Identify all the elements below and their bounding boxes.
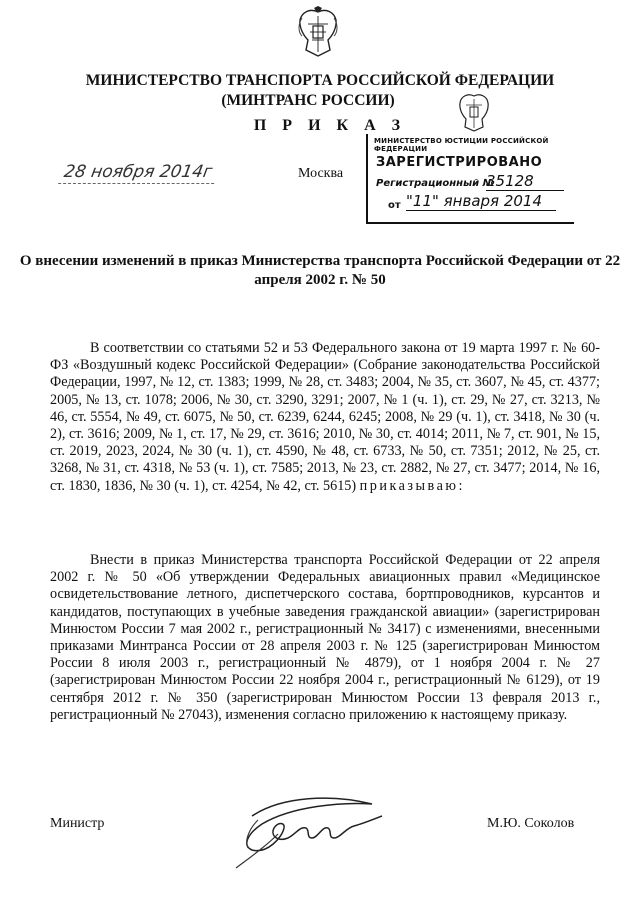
registration-stamp bbox=[366, 92, 576, 224]
stamp-date-prefix: от bbox=[388, 200, 401, 211]
order-word: приказываю: bbox=[359, 477, 465, 494]
signatory-name: М.Ю. Соколов bbox=[487, 816, 575, 831]
coat-of-arms-emblem bbox=[296, 6, 340, 58]
handwritten-date: 28 ноября 2014г bbox=[58, 162, 218, 184]
amendment-paragraph: Внести в приказ Министерства транспорта Российской Федерации от 22 апреля 2002 г. № 50 «Об утверждении Федеральных авиационных правил «Медицинское освидетельствование летного, диспетчерского состава, бортпроводников, курсантов и кандидатов, поступающих в учебные заведения гражданской авиации» (зарегистрирован Минюстом России 7 мая 2002 г., регистрационный № 3417) с изменениями, внесенными приказами Минтранса России от 28 апреля 2003 г. № 125 (зарегистрирован Минюстом России 8 июля 2003 г., регистрационный № 4879), от 1 ноября 2004 г. № 27 (зарегистрирован Минюстом России 22 ноября 2004 г., регистрационный № 6129), от 19 сентября 2012 г. № 350 (зарегистрирован Минюстом России 13 февраля 2013 г., регистрационный № 27043), изменения согласно приложению к настоящему приказу. bbox=[50, 552, 600, 723]
city-label: Москва bbox=[298, 166, 344, 181]
order-title: О внесении изменений в приказ Министерства транспорта Российской Федерации от 22 апреля 2002 г. № 50 bbox=[19, 253, 621, 288]
preamble-text: В соответствии со статьями 52 и 53 Федерального закона от 19 марта 1997 г. № 60-ФЗ «Воздушный кодекс Российской Федерации» (Собрание законодательства Российской Федерации, 1997, № 12, ст. 1383; 1999, № 28, ст. 3483; 2004, № 35, ст. 3607, № 45, ст. 4377; 2005, № 13, ст. 1078; 2006, № 30, ст. 3290, 3291; 2007, № 1 (ч. 1), ст. 29, № 27, ст. 3213, № 46, ст. 5554, № 49, ст. 6075, № 50, ст. 6239, 6244, 6245; 2008, № 29 (ч. 1), ст. 3418, № 30 (ч. 2), ст. 3616; 2009, № 1, ст. 17, № 29, ст. 3616; 2010, № 30, ст. 4014; 2011, № 7, ст. 901, № 15, ст. 2019, 2023, 2024, № 30 (ч. 1), ст. 4590, № 48, ст. 6733, № 50, ст. 7351; 2012, № 25, ст. 3268, № 31, ст. 4318, № 53 (ч. 1), ст. 7585; 2013, № 23, ст. 2882, № 27, ст. 3477; 2014, № 16, ст. 1830, 1836, № 30 (ч. 1), ст. 4254, № 42, ст. 5615) bbox=[50, 340, 600, 494]
stamp-organization: МИНИСТЕРСТВО ЮСТИЦИИ РОССИЙСКОЙ ФЕДЕРАЦИИ bbox=[374, 137, 549, 153]
stamp-status: ЗАРЕГИСТРИРОВАНО bbox=[376, 155, 543, 170]
ministry-name: МИНИСТЕРСТВО ТРАНСПОРТА РОССИЙСКОЙ ФЕДЕРАЦИИ bbox=[85, 72, 555, 89]
document-type-heading: П Р И К А З bbox=[253, 117, 407, 134]
signatory-title: Министр bbox=[50, 816, 105, 831]
stamp-registration-number: 35128 bbox=[486, 172, 564, 191]
ministry-short-name: (МИНТРАНС РОССИИ) bbox=[221, 92, 395, 109]
stamp-emblem-icon bbox=[456, 92, 492, 132]
stamp-date: "11" января 2014 bbox=[406, 192, 556, 211]
handwritten-signature bbox=[222, 776, 392, 876]
preamble-paragraph bbox=[50, 340, 600, 495]
stamp-registration-label: Регистрационный № bbox=[376, 178, 495, 189]
